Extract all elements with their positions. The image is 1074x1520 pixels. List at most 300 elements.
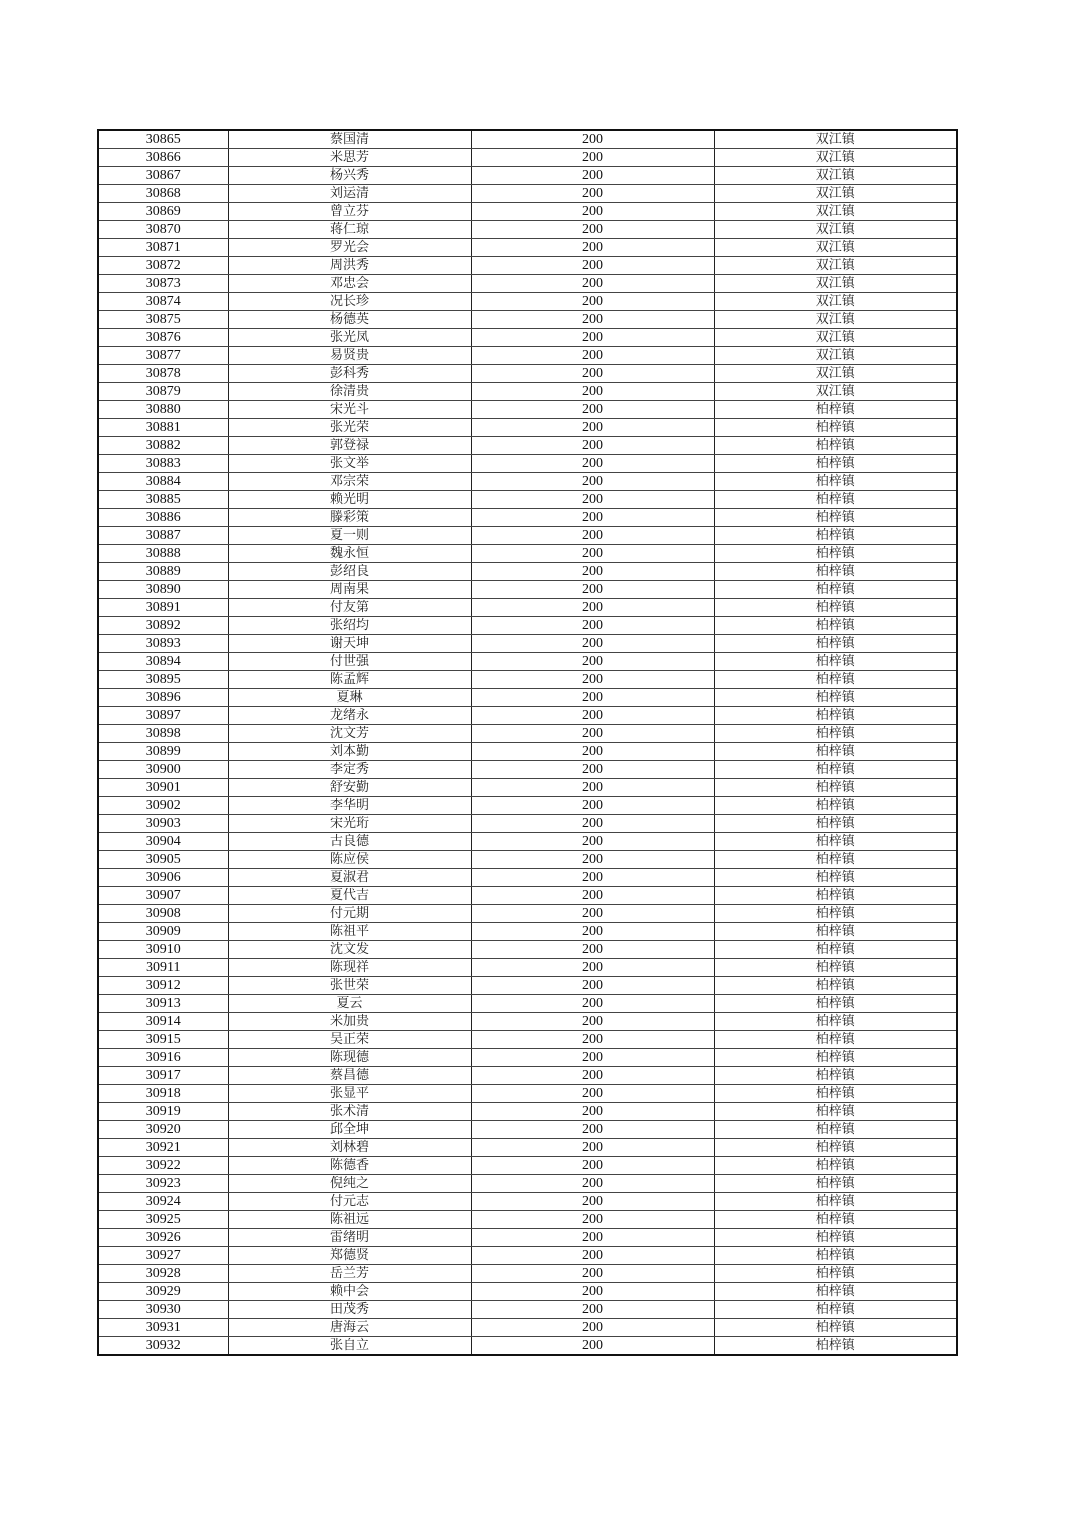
table-row [98,995,957,1013]
amount-cell: 200 [471,1139,714,1157]
town-cell: 柏梓镇 [714,653,957,671]
row-number-cell: 30877 [98,347,228,365]
amount-cell: 200 [471,527,714,545]
town-cell: 柏梓镇 [714,1121,957,1139]
row-number-cell: 30921 [98,1139,228,1157]
name-cell: 蒋仁琼 [228,221,471,239]
town-cell: 柏梓镇 [714,1139,957,1157]
town-cell: 双江镇 [714,329,957,347]
row-number-cell: 30883 [98,455,228,473]
table-row [98,815,957,833]
town-cell: 柏梓镇 [714,887,957,905]
amount-cell: 200 [471,653,714,671]
name-cell: 陈应侯 [228,851,471,869]
amount-cell: 200 [471,689,714,707]
row-number-cell: 30900 [98,761,228,779]
town-cell: 柏梓镇 [714,1067,957,1085]
table-row [98,581,957,599]
town-cell: 双江镇 [714,185,957,203]
amount-cell: 200 [471,1301,714,1319]
table-body [98,130,957,1355]
row-number-cell: 30870 [98,221,228,239]
amount-cell: 200 [471,743,714,761]
amount-cell: 200 [471,995,714,1013]
table-row [98,1121,957,1139]
row-number-cell: 30881 [98,419,228,437]
table-row [98,527,957,545]
amount-cell: 200 [471,203,714,221]
row-number-cell: 30914 [98,1013,228,1031]
row-number-cell: 30922 [98,1157,228,1175]
amount-cell: 200 [471,617,714,635]
amount-cell: 200 [471,1013,714,1031]
town-cell: 柏梓镇 [714,1085,957,1103]
name-cell: 倪纯之 [228,1175,471,1193]
table-row [98,185,957,203]
row-number-cell: 30868 [98,185,228,203]
row-number-cell: 30926 [98,1229,228,1247]
amount-cell: 200 [471,1121,714,1139]
amount-cell: 200 [471,509,714,527]
name-cell: 付元期 [228,905,471,923]
table-row [98,599,957,617]
town-cell: 柏梓镇 [714,1157,957,1175]
name-cell: 杨兴秀 [228,167,471,185]
town-cell: 双江镇 [714,130,957,149]
amount-cell: 200 [471,185,714,203]
table-row [98,1301,957,1319]
row-number-cell: 30931 [98,1319,228,1337]
town-cell: 双江镇 [714,239,957,257]
amount-cell: 200 [471,671,714,689]
table-row [98,941,957,959]
name-cell: 邓宗荣 [228,473,471,491]
town-cell: 柏梓镇 [714,923,957,941]
name-cell: 舒安勤 [228,779,471,797]
name-cell: 吴正荣 [228,1031,471,1049]
amount-cell: 200 [471,977,714,995]
row-number-cell: 30908 [98,905,228,923]
name-cell: 张显平 [228,1085,471,1103]
amount-cell: 200 [471,563,714,581]
name-cell: 易贤贵 [228,347,471,365]
table-row [98,869,957,887]
name-cell: 蔡国清 [228,130,471,149]
town-cell: 柏梓镇 [714,1319,957,1337]
town-cell: 双江镇 [714,347,957,365]
amount-cell: 200 [471,1103,714,1121]
town-cell: 柏梓镇 [714,779,957,797]
row-number-cell: 30869 [98,203,228,221]
town-cell: 柏梓镇 [714,743,957,761]
row-number-cell: 30892 [98,617,228,635]
amount-cell: 200 [471,491,714,509]
table-row [98,1085,957,1103]
name-cell: 滕彩策 [228,509,471,527]
table-row [98,1031,957,1049]
name-cell: 夏淑君 [228,869,471,887]
town-cell: 柏梓镇 [714,815,957,833]
name-cell: 邓忠会 [228,275,471,293]
row-number-cell: 30903 [98,815,228,833]
amount-cell: 200 [471,293,714,311]
town-cell: 柏梓镇 [714,707,957,725]
amount-cell: 200 [471,473,714,491]
name-cell: 宋光珩 [228,815,471,833]
town-cell: 柏梓镇 [714,545,957,563]
amount-cell: 200 [471,1229,714,1247]
row-number-cell: 30884 [98,473,228,491]
data-table [97,129,958,1356]
row-number-cell: 30888 [98,545,228,563]
row-number-cell: 30896 [98,689,228,707]
row-number-cell: 30932 [98,1337,228,1356]
name-cell: 刘运清 [228,185,471,203]
amount-cell: 200 [471,815,714,833]
table-row [98,851,957,869]
row-number-cell: 30924 [98,1193,228,1211]
row-number-cell: 30919 [98,1103,228,1121]
town-cell: 柏梓镇 [714,1049,957,1067]
town-cell: 柏梓镇 [714,527,957,545]
town-cell: 柏梓镇 [714,491,957,509]
row-number-cell: 30871 [98,239,228,257]
table-row [98,743,957,761]
town-cell: 双江镇 [714,149,957,167]
amount-cell: 200 [471,167,714,185]
row-number-cell: 30891 [98,599,228,617]
town-cell: 柏梓镇 [714,1265,957,1283]
row-number-cell: 30882 [98,437,228,455]
table-row [98,347,957,365]
town-cell: 双江镇 [714,203,957,221]
table-row [98,977,957,995]
amount-cell: 200 [471,1049,714,1067]
town-cell: 柏梓镇 [714,797,957,815]
name-cell: 龙绪永 [228,707,471,725]
table-row [98,257,957,275]
table-row [98,311,957,329]
table-row [98,1265,957,1283]
table-row [98,130,957,149]
row-number-cell: 30878 [98,365,228,383]
amount-cell: 200 [471,383,714,401]
row-number-cell: 30905 [98,851,228,869]
table-row [98,293,957,311]
row-number-cell: 30906 [98,869,228,887]
town-cell: 双江镇 [714,293,957,311]
town-cell: 柏梓镇 [714,761,957,779]
table-row [98,761,957,779]
town-cell: 双江镇 [714,257,957,275]
amount-cell: 200 [471,707,714,725]
town-cell: 柏梓镇 [714,635,957,653]
row-number-cell: 30897 [98,707,228,725]
town-cell: 柏梓镇 [714,941,957,959]
table-row [98,887,957,905]
table-row [98,149,957,167]
name-cell: 夏琳 [228,689,471,707]
amount-cell: 200 [471,851,714,869]
name-cell: 赖中会 [228,1283,471,1301]
town-cell: 柏梓镇 [714,437,957,455]
row-number-cell: 30918 [98,1085,228,1103]
row-number-cell: 30889 [98,563,228,581]
town-cell: 柏梓镇 [714,725,957,743]
row-number-cell: 30910 [98,941,228,959]
amount-cell: 200 [471,419,714,437]
row-number-cell: 30866 [98,149,228,167]
table-row [98,545,957,563]
row-number-cell: 30904 [98,833,228,851]
amount-cell: 200 [471,1031,714,1049]
name-cell: 陈祖远 [228,1211,471,1229]
table-row [98,1247,957,1265]
town-cell: 柏梓镇 [714,401,957,419]
name-cell: 徐清贵 [228,383,471,401]
amount-cell: 200 [471,275,714,293]
amount-cell: 200 [471,887,714,905]
table-row [98,1139,957,1157]
name-cell: 沈文芳 [228,725,471,743]
row-number-cell: 30885 [98,491,228,509]
table-row [98,383,957,401]
name-cell: 刘本勤 [228,743,471,761]
table-row [98,221,957,239]
row-number-cell: 30927 [98,1247,228,1265]
row-number-cell: 30911 [98,959,228,977]
town-cell: 双江镇 [714,365,957,383]
name-cell: 曾立芬 [228,203,471,221]
name-cell: 付友第 [228,599,471,617]
town-cell: 双江镇 [714,275,957,293]
row-number-cell: 30915 [98,1031,228,1049]
row-number-cell: 30874 [98,293,228,311]
table-row [98,779,957,797]
amount-cell: 200 [471,401,714,419]
amount-cell: 200 [471,1067,714,1085]
amount-cell: 200 [471,1193,714,1211]
table-row [98,725,957,743]
name-cell: 彭科秀 [228,365,471,383]
name-cell: 陈现祥 [228,959,471,977]
amount-cell: 200 [471,1211,714,1229]
amount-cell: 200 [471,311,714,329]
name-cell: 岳兰芳 [228,1265,471,1283]
name-cell: 郑德贤 [228,1247,471,1265]
town-cell: 柏梓镇 [714,1229,957,1247]
town-cell: 双江镇 [714,383,957,401]
town-cell: 柏梓镇 [714,689,957,707]
name-cell: 张文举 [228,455,471,473]
name-cell: 罗光会 [228,239,471,257]
town-cell: 柏梓镇 [714,1031,957,1049]
name-cell: 赖光明 [228,491,471,509]
town-cell: 柏梓镇 [714,851,957,869]
name-cell: 夏云 [228,995,471,1013]
table-row [98,959,957,977]
town-cell: 柏梓镇 [714,869,957,887]
row-number-cell: 30875 [98,311,228,329]
amount-cell: 200 [471,257,714,275]
row-number-cell: 30873 [98,275,228,293]
town-cell: 柏梓镇 [714,1283,957,1301]
amount-cell: 200 [471,599,714,617]
amount-cell: 200 [471,239,714,257]
row-number-cell: 30890 [98,581,228,599]
amount-cell: 200 [471,347,714,365]
row-number-cell: 30901 [98,779,228,797]
table-row [98,923,957,941]
town-cell: 柏梓镇 [714,1193,957,1211]
table-row [98,329,957,347]
name-cell: 陈现德 [228,1049,471,1067]
name-cell: 刘林碧 [228,1139,471,1157]
amount-cell: 200 [471,959,714,977]
name-cell: 沈文发 [228,941,471,959]
name-cell: 唐海云 [228,1319,471,1337]
row-number-cell: 30930 [98,1301,228,1319]
row-number-cell: 30909 [98,923,228,941]
row-number-cell: 30867 [98,167,228,185]
name-cell: 杨德英 [228,311,471,329]
name-cell: 陈孟辉 [228,671,471,689]
table-row [98,707,957,725]
table-row [98,1211,957,1229]
amount-cell: 200 [471,941,714,959]
amount-cell: 200 [471,725,714,743]
town-cell: 柏梓镇 [714,509,957,527]
name-cell: 魏永恒 [228,545,471,563]
amount-cell: 200 [471,1283,714,1301]
amount-cell: 200 [471,779,714,797]
row-number-cell: 30880 [98,401,228,419]
table-row [98,203,957,221]
table-row [98,167,957,185]
row-number-cell: 30899 [98,743,228,761]
name-cell: 张自立 [228,1337,471,1356]
amount-cell: 200 [471,1085,714,1103]
row-number-cell: 30907 [98,887,228,905]
amount-cell: 200 [471,1265,714,1283]
amount-cell: 200 [471,329,714,347]
table-row [98,653,957,671]
table-row [98,563,957,581]
town-cell: 双江镇 [714,167,957,185]
table-row [98,473,957,491]
amount-cell: 200 [471,130,714,149]
row-number-cell: 30917 [98,1067,228,1085]
name-cell: 夏代吉 [228,887,471,905]
town-cell: 柏梓镇 [714,473,957,491]
name-cell: 张绍均 [228,617,471,635]
row-number-cell: 30920 [98,1121,228,1139]
amount-cell: 200 [471,635,714,653]
row-number-cell: 30894 [98,653,228,671]
table-row [98,275,957,293]
amount-cell: 200 [471,905,714,923]
town-cell: 柏梓镇 [714,1247,957,1265]
table-row [98,1157,957,1175]
table-row [98,797,957,815]
row-number-cell: 30923 [98,1175,228,1193]
row-number-cell: 30925 [98,1211,228,1229]
town-cell: 柏梓镇 [714,671,957,689]
name-cell: 李华明 [228,797,471,815]
table-row [98,509,957,527]
town-cell: 柏梓镇 [714,1337,957,1356]
name-cell: 宋光斗 [228,401,471,419]
name-cell: 付元志 [228,1193,471,1211]
town-cell: 柏梓镇 [714,1175,957,1193]
name-cell: 况长珍 [228,293,471,311]
town-cell: 柏梓镇 [714,833,957,851]
table-row [98,437,957,455]
row-number-cell: 30916 [98,1049,228,1067]
name-cell: 张世荣 [228,977,471,995]
town-cell: 柏梓镇 [714,1103,957,1121]
row-number-cell: 30879 [98,383,228,401]
name-cell: 古良德 [228,833,471,851]
town-cell: 柏梓镇 [714,1301,957,1319]
row-number-cell: 30898 [98,725,228,743]
table-row [98,401,957,419]
town-cell: 柏梓镇 [714,455,957,473]
name-cell: 张光凤 [228,329,471,347]
row-number-cell: 30928 [98,1265,228,1283]
row-number-cell: 30876 [98,329,228,347]
table-row [98,1319,957,1337]
amount-cell: 200 [471,1157,714,1175]
table-row [98,1067,957,1085]
name-cell: 郭登禄 [228,437,471,455]
amount-cell: 200 [471,365,714,383]
name-cell: 彭绍良 [228,563,471,581]
amount-cell: 200 [471,869,714,887]
amount-cell: 200 [471,1337,714,1356]
town-cell: 柏梓镇 [714,599,957,617]
table-row [98,1103,957,1121]
table-row [98,617,957,635]
row-number-cell: 30872 [98,257,228,275]
town-cell: 柏梓镇 [714,419,957,437]
row-number-cell: 30913 [98,995,228,1013]
town-cell: 柏梓镇 [714,977,957,995]
town-cell: 柏梓镇 [714,1211,957,1229]
table-row [98,1193,957,1211]
amount-cell: 200 [471,221,714,239]
name-cell: 陈德香 [228,1157,471,1175]
amount-cell: 200 [471,545,714,563]
row-number-cell: 30887 [98,527,228,545]
row-number-cell: 30865 [98,130,228,149]
name-cell: 周洪秀 [228,257,471,275]
town-cell: 柏梓镇 [714,1013,957,1031]
town-cell: 柏梓镇 [714,959,957,977]
row-number-cell: 30895 [98,671,228,689]
name-cell: 周南果 [228,581,471,599]
name-cell: 米加贵 [228,1013,471,1031]
amount-cell: 200 [471,923,714,941]
name-cell: 邱全坤 [228,1121,471,1139]
name-cell: 谢天坤 [228,635,471,653]
table-row [98,1049,957,1067]
table-row [98,833,957,851]
town-cell: 柏梓镇 [714,995,957,1013]
name-cell: 张光荣 [228,419,471,437]
row-number-cell: 30902 [98,797,228,815]
town-cell: 双江镇 [714,221,957,239]
